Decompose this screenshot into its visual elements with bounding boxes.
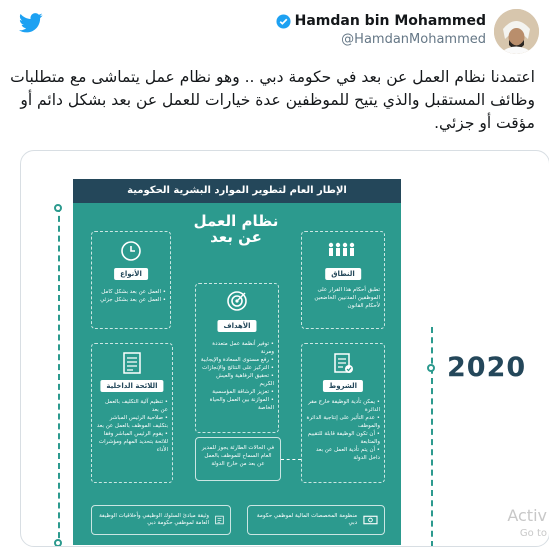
scope-box — [301, 231, 385, 329]
people-group-icon — [326, 240, 360, 260]
tweet-author[interactable] — [276, 13, 486, 47]
goals-label: الأهداف — [217, 320, 256, 332]
types-items: • العمل عن بعد بشكل كامل • العمل عن بعد بشكل جزئي — [100, 289, 166, 303]
timeline-dot — [54, 539, 62, 547]
exceptions-box — [195, 437, 281, 481]
tweet-image-card[interactable] — [20, 150, 549, 547]
types-box — [91, 231, 171, 329]
document-list-icon — [122, 352, 142, 374]
scope-items: تطبق أحكام هذا القرار على الموظفين المدنيين الخاضعين لأحكام القانون — [314, 287, 380, 309]
goals-box — [195, 283, 279, 433]
infographic-header: الإطار العام لتطوير الموارد البشرية الحكومية — [73, 179, 401, 203]
infographic-title: نظام العمل عن بعد — [193, 212, 279, 246]
author-avatar[interactable] — [494, 9, 539, 54]
activate-windows-watermark: Activ — [507, 506, 547, 525]
timeline-dashed-line-right — [431, 327, 433, 547]
timeline-dot — [54, 204, 62, 212]
document-icon — [215, 513, 224, 527]
activate-windows-watermark-sub: Go to — [519, 528, 547, 539]
bylaw-box — [91, 343, 173, 483]
timeline-dashed-line — [58, 206, 61, 547]
timeline-dot — [427, 364, 435, 372]
goals-items: • توفير أنظمة عمل متعددة ومرنة • رفع مستوى السعادة والإيجابية • التركيز على النتائج والإنجازات • تحقيق الرفاهية والعيش الكريم • تعزيز الرشاقة المؤسسية • الموازنة بين العمل والحياة الخاصة — [200, 341, 274, 411]
footer-left-box — [91, 505, 231, 535]
author-name[interactable]: Hamdan bin Mohammed — [294, 13, 486, 29]
footer-left-text: وثيقة مبادئ السلوك الوظيفي وأخلاقيات الوظيفة العامة لموظفي حكومة دبي — [99, 513, 210, 526]
checklist-icon — [332, 352, 354, 374]
tweet-text: اعتمدنا نظام العمل عن بعد في حكومة دبي .. وهو نظام عمل يتماشى مع متطلبات وظائف المستقبل والذي يتيح للموظفين عدة خيارات للعمل عن بعد بشكل دائم أو مؤقت أو جزئي. — [10, 68, 535, 132]
bylaw-items: • تنظيم آلية التكليف بالعمل عن بعد • صلاحية الرئيس المباشر بتكليف الموظف بالعمل عن بعد • يقوم الرئيس المباشر وفقا للائحة بتحديد المهام ومؤشرات الأداء — [96, 399, 168, 453]
scope-label: النطاق — [325, 268, 361, 280]
author-handle[interactable]: @HamdanMohammed — [341, 32, 486, 47]
connector-line — [281, 459, 301, 460]
money-icon — [363, 514, 378, 526]
conditions-box — [301, 343, 385, 483]
avatar-photo-icon — [494, 9, 539, 54]
bylaw-label: اللائحة الداخلية — [100, 380, 163, 392]
conditions-label: الشروط — [323, 380, 363, 392]
year-label: 2020 — [447, 352, 527, 383]
infographic — [73, 179, 401, 545]
conditions-items: • يمكن تأدية الوظيفة خارج مقر الدائرة • عدم التأثير على إنتاجية الدائرة والموظف • أن تكون الوظيفة قابلة للتقييم والمتابعة • أن يتم تأدية العمل عن بعد داخل الدولة — [306, 399, 380, 461]
footer-right-box — [247, 505, 385, 535]
exceptions-text: في الحالات الطارئة يجوز للمدير العام السماح للموظف بالعمل عن بعد من خارج الدولة — [201, 445, 275, 467]
target-icon — [226, 290, 248, 312]
clock-icon — [120, 240, 142, 262]
types-label: الأنواع — [114, 268, 148, 280]
twitter-logo-icon — [19, 13, 43, 33]
footer-right-text: منظومة المخصصات المالية لموظفي حكومة دبي — [256, 513, 358, 526]
verified-badge-icon — [276, 14, 291, 29]
